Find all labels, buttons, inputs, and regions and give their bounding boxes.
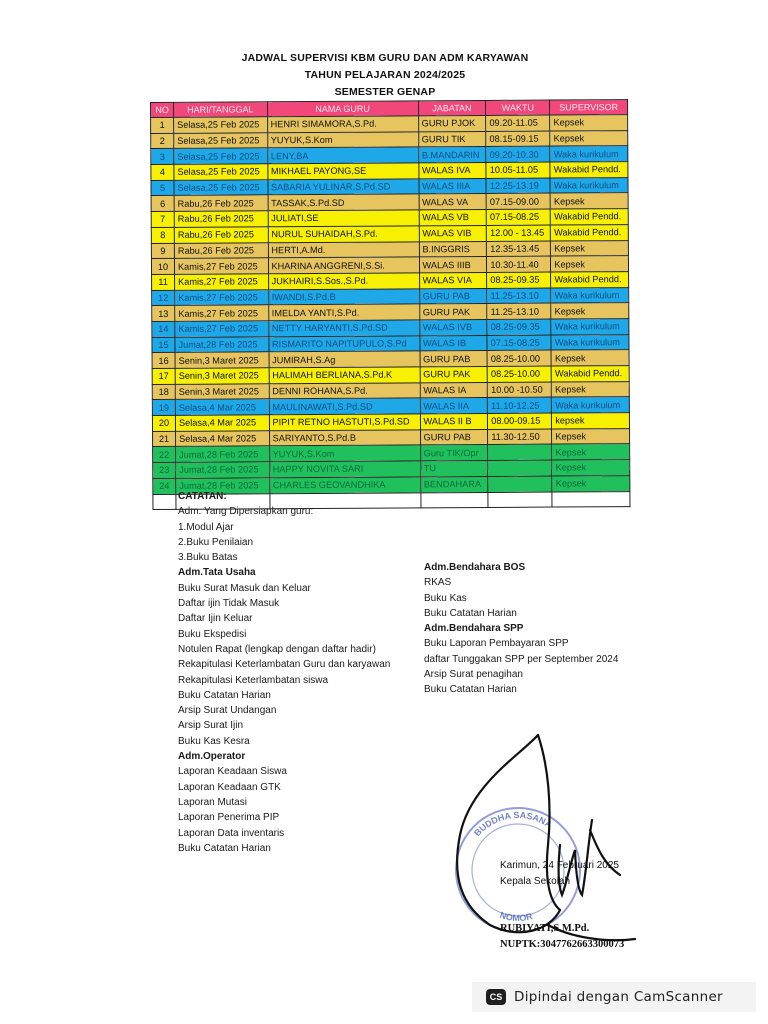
- tata-usaha-item: Rekapitulasi Keterlambatan siswa: [178, 674, 329, 686]
- cell-hari: Jumat,28 Feb 2025: [176, 478, 270, 494]
- header-hari: HARI/TANGGAL: [174, 102, 268, 118]
- cell-jabatan: GURU PJOK: [418, 115, 486, 131]
- cell-jabatan: WALAS IVB: [419, 319, 487, 335]
- bos-list: [424, 575, 618, 621]
- schedule-table: [150, 99, 630, 510]
- cell-waktu: 07.15-09.00: [486, 193, 550, 209]
- operator-item: Buku Catatan Harian: [178, 842, 271, 854]
- cell-nama: JUKHAIRI,S.Sos.,S.Pd.: [268, 273, 419, 290]
- cell-waktu: 12.00 - 13.45: [487, 225, 551, 241]
- cell-no: 4: [151, 164, 174, 180]
- cell-waktu: 12.25-13.19: [486, 178, 550, 194]
- cell-hari: Kamis,27 Feb 2025: [175, 289, 269, 305]
- bos-item: Buku Kas: [424, 592, 467, 604]
- cell-waktu: 08.25-09.35: [487, 272, 551, 288]
- cell-hari: Kamis,27 Feb 2025: [175, 274, 269, 290]
- camscanner-logo-icon: CS: [486, 989, 506, 1005]
- header-no: NO: [151, 102, 174, 117]
- cell-nama: IMELDA YANTI,S.Pd.: [268, 304, 419, 321]
- spp-item: Buku Catatan Harian: [424, 684, 517, 696]
- stamp-bottom-text: NOMOR: [498, 909, 534, 924]
- spp-item: Arsip Surat penagihan: [424, 669, 523, 681]
- title-line-1: JADWAL SUPERVISI KBM GURU DAN ADM KARYAWAN: [241, 52, 529, 64]
- cell-nama: DENNI ROHANA,S.Pd.: [269, 383, 420, 400]
- tata-usaha-item: Daftar Ijin Keluar: [178, 613, 253, 625]
- cell-supervisor: Kepsek: [551, 350, 629, 366]
- cell-nama: JUMIRAH,S.Ag: [269, 351, 420, 368]
- stamp-top-text: BUDDHA SASANA: [472, 809, 554, 839]
- cell-no: 16: [152, 353, 175, 369]
- tata-usaha-item: Buku Ekspedisi: [178, 628, 247, 640]
- tata-usaha-item: Daftar ijin Tidak Masuk: [178, 598, 280, 610]
- cell-nama: TASSAK,S.Pd.SD: [268, 194, 419, 211]
- tata-usaha-item: Rekapitulasi Keterlambatan Guru dan karyawan: [178, 659, 391, 671]
- cell-supervisor: Wakabid Pendd.: [551, 224, 629, 240]
- cell-jabatan: WALAS II B: [420, 414, 488, 430]
- cell-waktu: 08.25-09.35: [487, 319, 551, 335]
- cell-nama: SABARIA YULINAR,S.Pd.SD: [267, 179, 418, 196]
- header-nama: NAMA GURU: [267, 101, 418, 117]
- cell-waktu: 11.25-13.10: [487, 303, 551, 319]
- cell-nama: NURUL SUHAIDAH,S.Pd.: [268, 226, 419, 243]
- guru-item: 1.Modul Ajar: [178, 521, 234, 533]
- cell-waktu: 09.20-11.05: [486, 115, 550, 131]
- title-line-3: SEMESTER GENAP: [334, 86, 436, 98]
- cell-waktu: 08.25-10.00: [487, 350, 551, 366]
- tata-usaha-list: [178, 581, 390, 749]
- tata-usaha-title: Adm.Tata Usaha: [178, 567, 256, 579]
- cell-waktu: 11.25-13.10: [487, 288, 551, 304]
- cell-jabatan: BENDAHARA: [420, 476, 488, 492]
- cell-supervisor: Wakabid Pendd.: [551, 366, 629, 382]
- cell-jabatan: Guru TIK/Opr: [420, 445, 488, 461]
- spp-list: [424, 636, 618, 697]
- cell-nama: PIPIT RETNO HASTUTI,S.Pd.SD: [269, 414, 420, 431]
- cell-supervisor: Wakabid Pendd.: [550, 162, 628, 178]
- cell-no: 15: [152, 337, 175, 353]
- signature-name: RUBIYATI,S.M.Pd.: [500, 923, 590, 934]
- notes-left: [178, 489, 390, 856]
- cell-nama: MIKHAEL PAYONG,SE: [267, 163, 418, 180]
- spp-title: Adm.Bendahara SPP: [424, 623, 524, 635]
- cell-supervisor: Waka kurikulum: [551, 334, 629, 350]
- cell-jabatan: WALAS IIA: [420, 398, 488, 414]
- guru-list: [178, 520, 390, 566]
- cell-no: 7: [151, 211, 174, 227]
- cell-nama: HALIMAH BERLIANA,S.Pd.K: [269, 367, 420, 384]
- cell-no: 3: [151, 149, 174, 165]
- cell-waktu: 10.30-11.40: [487, 256, 551, 272]
- cell-no: 17: [152, 368, 175, 384]
- cell-waktu: 07.15-08.25: [486, 209, 550, 225]
- cell-jabatan: WALAS VIA: [419, 272, 487, 288]
- cell-hari: Selasa,25 Feb 2025: [174, 164, 268, 180]
- cell-supervisor: Waka kurikulum: [550, 146, 628, 162]
- cell-jabatan: WALAS VB: [419, 210, 487, 226]
- tata-usaha-item: Buku Kas Kesra: [178, 735, 250, 747]
- camscanner-watermark: [472, 982, 756, 1012]
- cell-waktu: [488, 476, 552, 492]
- cell-supervisor: [552, 491, 630, 507]
- cell-jabatan: WALAS IB: [419, 335, 487, 351]
- cell-no: 6: [151, 196, 174, 212]
- cell-supervisor: Kepsek: [550, 115, 628, 131]
- cell-hari: Selasa,4 Mar 2025: [176, 431, 270, 447]
- cell-jabatan: B.INGGRIS: [419, 241, 487, 257]
- cell-no: 19: [152, 400, 175, 416]
- cell-jabatan: GURU PAB: [419, 288, 487, 304]
- cell-supervisor: Kepsek: [551, 303, 629, 319]
- cell-no: 14: [152, 321, 175, 337]
- cell-no: 23: [153, 462, 176, 478]
- cell-nama: YUYUK,S.Kom: [269, 445, 420, 462]
- cell-supervisor: Waka kurikulum: [550, 177, 628, 193]
- cell-supervisor: Kepsek: [552, 428, 630, 444]
- header-waktu: WAKTU: [486, 100, 550, 115]
- cell-hari: Rabu,26 Feb 2025: [174, 242, 268, 258]
- header-supervisor: SUPERVISOR: [550, 100, 628, 115]
- cell-jabatan: WALAS VA: [419, 194, 487, 210]
- tata-usaha-item: Arsip Surat Ijin: [178, 720, 244, 732]
- cell-jabatan: WALAS IIIA: [419, 178, 487, 194]
- cell-no: 9: [151, 243, 174, 259]
- cell-no: 24: [153, 478, 176, 494]
- cell-supervisor: Kepsek: [550, 130, 628, 146]
- cell-hari: Kamis,27 Feb 2025: [174, 258, 268, 274]
- signature-position: Kepala Sekolah: [500, 876, 571, 887]
- cell-waktu: [488, 492, 552, 508]
- cell-jabatan: GURU PAK: [419, 304, 487, 320]
- cell-jabatan: GURU PAB: [420, 351, 488, 367]
- cell-jabatan: WALAS IIIB: [419, 257, 487, 273]
- cell-supervisor: Kepsek: [550, 193, 628, 209]
- cell-nama: IWANDI,S.Pd.B: [268, 288, 419, 305]
- cell-jabatan: GURU PAK: [420, 366, 488, 382]
- spp-item: Buku Laporan Pembayaran SPP: [424, 638, 569, 650]
- cell-hari: Rabu,26 Feb 2025: [174, 227, 268, 243]
- cell-supervisor: Waka kurikulum: [552, 397, 630, 413]
- cell-no: 5: [151, 180, 174, 196]
- cell-supervisor: kepsek: [552, 413, 630, 429]
- cell-hari: Jumat,28 Feb 2025: [176, 446, 270, 462]
- bos-item: Buku Catatan Harian: [424, 607, 517, 619]
- cell-no: 21: [153, 431, 176, 447]
- cell-hari: Selasa,25 Feb 2025: [174, 132, 268, 148]
- cell-supervisor: Waka kurikulum: [551, 287, 629, 303]
- cell-hari: Selasa,4 Mar 2025: [175, 415, 269, 431]
- cell-hari: Selasa,25 Feb 2025: [174, 180, 268, 196]
- schedule-body: [151, 115, 630, 510]
- document-title: [150, 50, 620, 101]
- cell-supervisor: Kepsek: [551, 256, 629, 272]
- cell-jabatan: WALAS IA: [420, 382, 488, 398]
- cell-supervisor: Kepsek: [552, 460, 630, 476]
- tata-usaha-item: Arsip Surat Undangan: [178, 705, 277, 717]
- cell-no: 12: [152, 290, 175, 306]
- guru-item: 2.Buku Penilaian: [178, 536, 254, 548]
- cell-hari: Selasa,4 Mar 2025: [175, 399, 269, 415]
- title-line-2: TAHUN PELAJARAN 2024/2025: [304, 69, 466, 81]
- cell-no: 11: [152, 274, 175, 290]
- operator-item: Laporan Keadaan GTK: [178, 781, 281, 793]
- cell-nama: NETTY HARYANTI,S.Pd.SD: [268, 320, 419, 337]
- cell-hari: Senin,3 Maret 2025: [175, 383, 269, 399]
- cell-waktu: 07.15-08.25: [487, 335, 551, 351]
- camscanner-text: Dipindai dengan CamScanner: [514, 989, 723, 1005]
- cell-nama: RISMARITO NAPITUPULO,S.Pd: [268, 335, 419, 352]
- cell-waktu: 08.00-09.15: [488, 413, 552, 429]
- cell-supervisor: Waka kurikulum: [551, 319, 629, 335]
- cell-no: 1: [151, 117, 174, 133]
- cell-hari: Senin,3 Maret 2025: [175, 352, 269, 368]
- cell-hari: Rabu,26 Feb 2025: [174, 195, 268, 211]
- cell-no: 2: [151, 133, 174, 149]
- spp-item: daftar Tunggakan SPP per September 2024: [424, 653, 619, 665]
- cell-no: 8: [151, 227, 174, 243]
- tata-usaha-item: Notulen Rapat (lengkap dengan daftar hadir): [178, 643, 376, 655]
- operator-item: Laporan Mutasi: [178, 796, 247, 808]
- cell-waktu: 08.25-10.00: [487, 366, 551, 382]
- svg-text:NOMOR: [499, 910, 534, 923]
- signature-nuptk: NUPTK:3047762663300073: [500, 939, 625, 950]
- cell-jabatan: WALAS IVA: [418, 163, 486, 179]
- operator-item: Laporan Data inventaris: [178, 827, 285, 839]
- cell-nama: LENY,BA: [267, 147, 418, 164]
- guru-item: 3.Buku Batas: [178, 552, 238, 564]
- cell-no: 13: [152, 306, 175, 322]
- signature-place-date: Karimun, 24 Februari 2025: [500, 860, 619, 871]
- cell-waktu: 11.10-12.25: [488, 397, 552, 413]
- cell-nama: JULIATI,SE: [268, 210, 419, 227]
- tata-usaha-item: Buku Surat Masuk dan Keluar: [178, 582, 311, 594]
- cell-jabatan: [420, 492, 488, 508]
- cell-supervisor: Kepsek: [552, 381, 630, 397]
- cell-hari: Senin,3 Maret 2025: [175, 368, 269, 384]
- cell-waktu: [488, 444, 552, 460]
- cell-no: 22: [153, 447, 176, 463]
- adm-guru-label: Adm. Yang Dipersiapkan guru:: [178, 506, 314, 518]
- header-jabatan: JABATAN: [418, 100, 486, 115]
- cell-nama: HERTI,A.Md.: [268, 241, 419, 258]
- cell-supervisor: Wakabid Pendd.: [551, 271, 629, 287]
- cell-no: 10: [151, 259, 174, 275]
- cell-nama: KHARINA ANGGRENI,S.Si.: [268, 257, 419, 274]
- bos-item: RKAS: [424, 577, 452, 589]
- cell-nama: HAPPY NOVITA SARI: [269, 461, 420, 478]
- cell-supervisor: Kepsek: [552, 475, 630, 491]
- cell-waktu: [488, 460, 552, 476]
- cell-waktu: 09.20-10.30: [486, 146, 550, 162]
- cell-supervisor: Kepsek: [552, 444, 630, 460]
- cell-jabatan: GURU TIK: [418, 131, 486, 147]
- cell-no: 18: [152, 384, 175, 400]
- bos-title: Adm.Bendahara BOS: [424, 562, 526, 573]
- cell-jabatan: GURU PAB: [420, 429, 488, 445]
- cell-waktu: 11.30-12.50: [488, 429, 552, 445]
- cell-waktu: 10.00 -10.50: [488, 382, 552, 398]
- cell-nama: MAULINAWATI,S.Pd.SD: [269, 398, 420, 415]
- operator-title: Adm.Operator: [178, 751, 246, 763]
- cell-jabatan: TU: [420, 461, 488, 477]
- cell-waktu: 12.35-13.45: [487, 241, 551, 257]
- cell-no: [153, 494, 176, 510]
- cell-supervisor: Kepsek: [551, 240, 629, 256]
- cell-nama: SARIYANTO,S.Pd.B: [269, 430, 420, 447]
- cell-hari: Jumat,28 Feb 2025: [175, 336, 269, 352]
- operator-item: Laporan Penerima PIP: [178, 812, 280, 824]
- cell-supervisor: Wakabid Pendd.: [551, 209, 629, 225]
- operator-item: Laporan Keadaan Siswa: [178, 766, 287, 778]
- handwritten-signature: [457, 735, 635, 940]
- operator-list: [178, 764, 390, 856]
- cell-nama: HENRI SIMAMORA,S.Pd.: [267, 116, 418, 133]
- notes-right: [424, 560, 618, 698]
- cell-hari: Selasa,25 Feb 2025: [174, 117, 268, 133]
- signature-stamp-graphic: [430, 725, 680, 955]
- cell-hari: Kamis,27 Feb 2025: [175, 305, 269, 321]
- cell-hari: Kamis,27 Feb 2025: [175, 321, 269, 337]
- cell-waktu: 08.15-09.15: [486, 131, 550, 147]
- cell-hari: Selasa,25 Feb 2025: [174, 148, 268, 164]
- cell-jabatan: B.MANDARIN: [418, 147, 486, 163]
- cell-waktu: 10.05-11.05: [486, 162, 550, 178]
- cell-nama: CHARLES GEOVANDHIKA: [269, 477, 420, 494]
- cell-nama: YUYUK,S.Kom: [267, 132, 418, 149]
- cell-hari: Rabu,26 Feb 2025: [174, 211, 268, 227]
- cell-jabatan: WALAS VIB: [419, 225, 487, 241]
- cell-no: 20: [152, 415, 175, 431]
- catatan-label: CATATAN:: [178, 491, 227, 502]
- cell-hari: Jumat,28 Feb 2025: [176, 462, 270, 478]
- tata-usaha-item: Buku Catatan Harian: [178, 689, 271, 701]
